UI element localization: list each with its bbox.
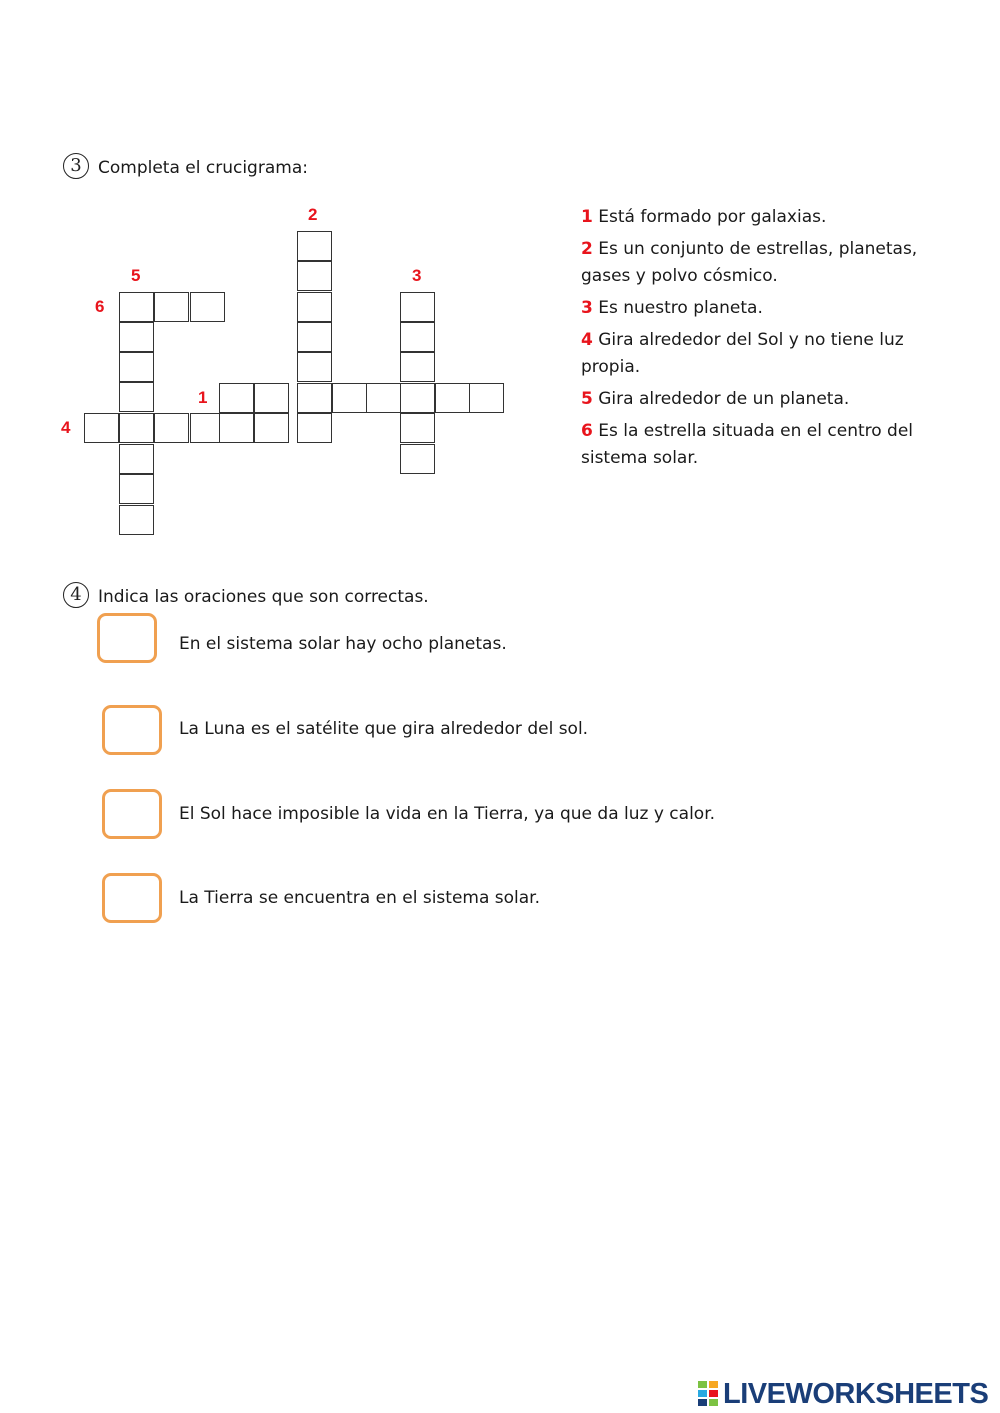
liveworksheets-logo xyxy=(698,1378,988,1411)
statement-3: El Sol hace imposible la vida en la Tierra, ya que da luz y calor. xyxy=(179,804,716,824)
clue-list xyxy=(581,204,941,477)
crossword-cell[interactable] xyxy=(219,413,254,443)
crossword-cell[interactable] xyxy=(400,444,435,474)
crossword-cell[interactable] xyxy=(366,383,401,413)
answer-checkbox-4[interactable] xyxy=(102,873,162,923)
section-3-title: Completa el crucigrama: xyxy=(98,158,308,178)
crossword-cell[interactable] xyxy=(119,352,154,382)
crossword-cell[interactable] xyxy=(435,383,470,413)
crossword-cell[interactable] xyxy=(400,322,435,352)
grid-label-2: 2 xyxy=(308,205,318,224)
crossword-cell[interactable] xyxy=(219,383,254,413)
clue-5: 5 Gira alrededor de un planeta. xyxy=(581,389,850,409)
crossword-cell[interactable] xyxy=(119,413,154,443)
crossword-cell[interactable] xyxy=(190,292,225,322)
statement-2: La Luna es el satélite que gira alrededor del sol. xyxy=(179,719,589,739)
grid-label-3: 3 xyxy=(412,266,422,285)
crossword-cell[interactable] xyxy=(297,292,332,322)
clue-2: 2 Es un conjunto de estrellas, planetas, gases y polvo cósmico. xyxy=(581,239,918,286)
crossword-cell[interactable] xyxy=(297,413,332,443)
grid-label-5: 5 xyxy=(131,266,141,285)
crossword-cell[interactable] xyxy=(400,383,435,413)
crossword-cell[interactable] xyxy=(297,322,332,352)
logo-text: LIVEWORKSHEETS xyxy=(723,1378,989,1410)
crossword-cell[interactable] xyxy=(154,292,189,322)
crossword-cell[interactable] xyxy=(297,383,332,413)
crossword-cell[interactable] xyxy=(400,352,435,382)
crossword-cell[interactable] xyxy=(154,413,189,443)
crossword-cell[interactable] xyxy=(400,413,435,443)
crossword-cell[interactable] xyxy=(297,231,332,261)
crossword-cell[interactable] xyxy=(84,413,119,443)
crossword-cell[interactable] xyxy=(119,474,154,504)
grid-label-6: 6 xyxy=(95,297,105,316)
crossword-cell[interactable] xyxy=(254,413,289,443)
section-number-4: 4 xyxy=(63,582,89,608)
crossword-cell[interactable] xyxy=(254,383,289,413)
crossword-cell[interactable] xyxy=(119,322,154,352)
liveworksheets-logo-icon xyxy=(698,1381,720,1409)
section-4-title: Indica las oraciones que son correctas. xyxy=(98,587,429,607)
answer-checkbox-1[interactable] xyxy=(97,613,157,663)
grid-label-4: 4 xyxy=(61,418,71,437)
clue-6: 6 Es la estrella situada en el centro del sistema solar. xyxy=(581,421,914,468)
crossword-cell[interactable] xyxy=(297,261,332,291)
answer-checkbox-2[interactable] xyxy=(102,705,162,755)
statement-4: La Tierra se encuentra en el sistema solar. xyxy=(179,888,541,908)
crossword-cell[interactable] xyxy=(119,382,154,412)
section-number-3: 3 xyxy=(63,153,89,179)
clue-4: 4 Gira alrededor del Sol y no tiene luz propia. xyxy=(581,330,904,377)
crossword-cell[interactable] xyxy=(119,444,154,474)
crossword-cell[interactable] xyxy=(332,383,367,413)
grid-label-1: 1 xyxy=(198,388,208,407)
statement-1: En el sistema solar hay ocho planetas. xyxy=(179,634,507,654)
crossword-cell[interactable] xyxy=(400,292,435,322)
crossword-cell[interactable] xyxy=(119,292,154,322)
clue-1: 1 Está formado por galaxias. xyxy=(581,207,827,227)
crossword-cell[interactable] xyxy=(469,383,504,413)
answer-checkbox-3[interactable] xyxy=(102,789,162,839)
clue-3: 3 Es nuestro planeta. xyxy=(581,298,763,318)
crossword-cell[interactable] xyxy=(119,505,154,535)
crossword-cell[interactable] xyxy=(297,352,332,382)
